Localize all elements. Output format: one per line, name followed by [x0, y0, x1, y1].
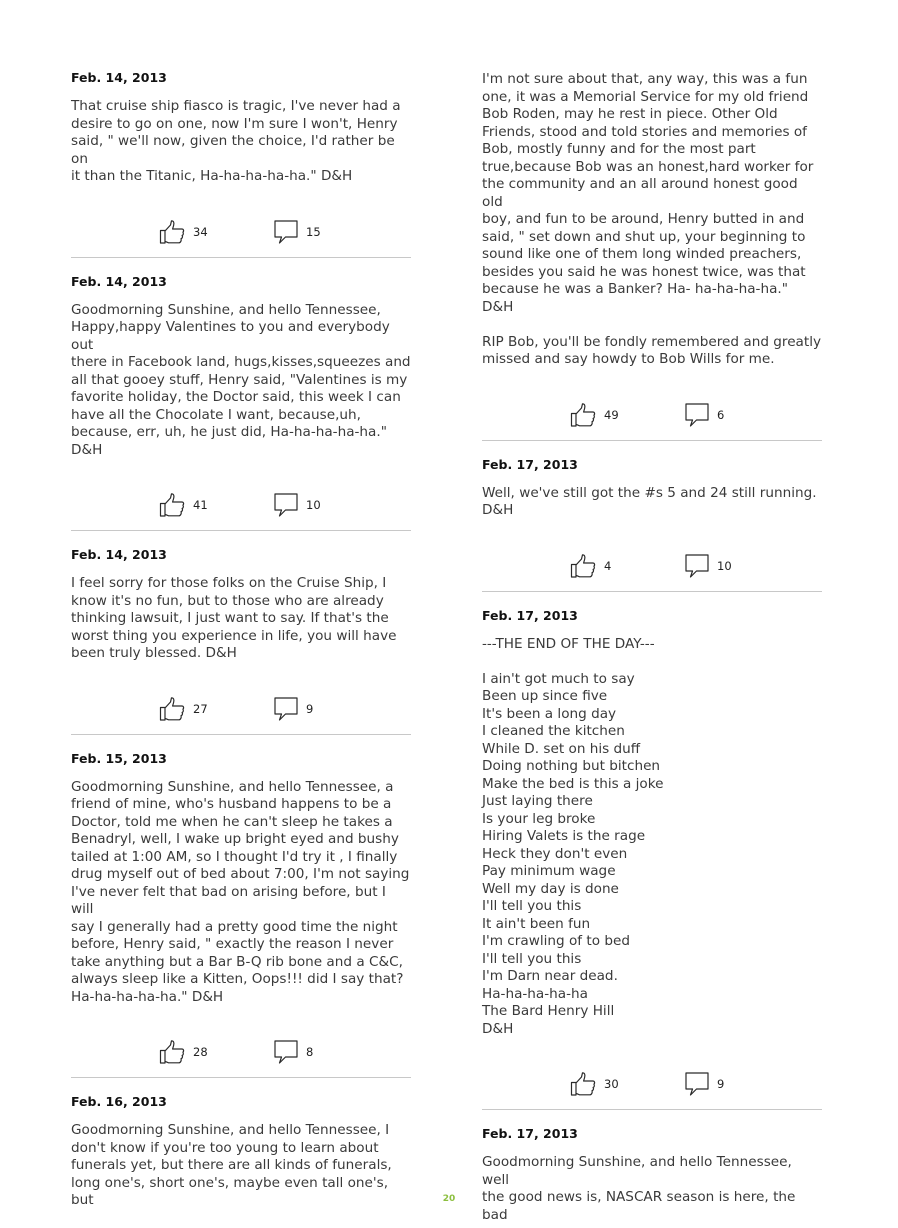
like-button[interactable]	[159, 699, 208, 719]
post	[482, 457, 822, 592]
post-stats	[482, 556, 822, 576]
post-divider	[71, 530, 411, 531]
comment-bubble-icon	[274, 1040, 298, 1064]
comment-button[interactable]	[274, 699, 313, 719]
like-count: 4	[604, 558, 612, 573]
thumbs-up-icon	[159, 220, 185, 244]
comment-bubble-icon	[685, 1072, 709, 1096]
thumbs-up-icon	[570, 554, 596, 578]
like-button[interactable]	[570, 405, 619, 425]
left-column	[71, 0, 411, 1210]
post-divider	[482, 591, 822, 592]
post-divider	[71, 257, 411, 258]
post-stats	[482, 405, 822, 425]
comment-button[interactable]	[274, 222, 321, 242]
post-divider	[71, 1077, 411, 1078]
thumbs-up-icon	[159, 493, 185, 517]
comment-bubble-icon	[685, 403, 709, 427]
post-text: Goodmorning Sunshine, and hello Tennessee, well the good news is, NASCAR season is here, the bad	[482, 1154, 796, 1223]
post	[482, 608, 822, 1111]
post-text: I feel sorry for those folks on the Cruise Ship, I know it's no fun, but to those who are already thinking lawsuit, I just want to say. If that's the worst thing you experience in life, you will have been truly blessed. D&H	[71, 575, 397, 661]
comment-bubble-icon	[274, 220, 298, 244]
right-column	[482, 0, 822, 1224]
comment-button[interactable]	[274, 495, 321, 515]
comment-count: 15	[306, 224, 321, 239]
post-stats	[71, 699, 411, 719]
thumbs-up-icon	[159, 697, 185, 721]
post	[71, 547, 411, 735]
post-stats	[71, 222, 411, 242]
post-date: Feb. 16, 2013	[71, 1094, 167, 1109]
like-button[interactable]	[570, 1074, 619, 1094]
like-button[interactable]	[159, 495, 208, 515]
post	[482, 71, 822, 441]
thumbs-up-icon	[159, 1040, 185, 1064]
post-text: ---THE END OF THE DAY--- I ain't got much to say Been up since five It's been a long day I cleaned the kitchen While D. set on his duff Doing nothing but bitchen Make the bed is this a joke Just laying there Is your leg broke Hiring Valets is the rage Heck they don't even Pay minimum wage Well my day is done I'll tell you this It ain't been fun I'm crawling of to bed I'll tell you this I'm Darn near dead. Ha-ha-ha-ha-ha The Bard Henry Hill D&H	[482, 635, 664, 1037]
comment-count: 6	[717, 407, 725, 422]
post-text: Well, we've still got the #s 5 and 24 still running. D&H	[482, 484, 817, 518]
comment-count: 10	[306, 498, 321, 512]
comment-button[interactable]	[685, 1074, 724, 1094]
thumbs-up-icon	[570, 403, 596, 427]
post-text: That cruise ship fiasco is tragic, I've never had a desire to go on one, now I'm sure I won't, Henry said, " we'll now, given the choice, I'd rather be on it than the Titanic, Ha-ha-ha-ha-ha." D&H	[71, 98, 401, 184]
post-date: Feb. 17, 2013	[482, 456, 578, 472]
comment-count: 9	[306, 701, 314, 716]
post-text: Goodmorning Sunshine, and hello Tennessee, a friend of mine, who's husband happens to be a Doctor, told me when he can't sleep he takes a Benadryl, well, I wake up bright eyed and bushy tailed at 1:00 AM, so I thought I'd try it , I finally drug myself out of bed about 7:00, I'm not saying I've never felt that bad on arising before, but I will say I generally had a pretty good time the night before, Henry said, " exactly the reason I never take anything but a Bar B-Q rib bone and a C&C, always sleep like a Kitten, Oops!!! did I say that? Ha-ha-ha-ha-ha." D&H	[71, 778, 410, 1005]
comment-bubble-icon	[274, 493, 298, 517]
post-stats	[71, 1042, 411, 1062]
post	[71, 274, 411, 532]
post	[71, 751, 411, 1079]
like-count: 41	[193, 498, 208, 512]
post-date: Feb. 17, 2013	[482, 1126, 578, 1141]
post	[71, 1094, 411, 1210]
post-date: Feb. 17, 2013	[482, 607, 578, 623]
comment-count: 10	[717, 558, 732, 573]
post-stats	[71, 495, 411, 515]
post-divider	[71, 734, 411, 735]
post-date: Feb. 15, 2013	[71, 750, 167, 766]
comment-bubble-icon	[685, 554, 709, 578]
like-count: 30	[604, 1077, 619, 1091]
like-button[interactable]	[570, 556, 611, 576]
comment-count: 9	[717, 1077, 725, 1091]
post-divider	[482, 1109, 822, 1110]
post-date: Feb. 14, 2013	[71, 273, 167, 289]
post-text: Goodmorning Sunshine, and hello Tennessee, I don't know if you're too young to learn about funerals yet, but there are all kinds of funerals, long one's, short one's, maybe even tall one's, but	[71, 1122, 392, 1208]
comment-button[interactable]	[685, 556, 732, 576]
comment-count: 8	[306, 1045, 314, 1059]
thumbs-up-icon	[570, 1072, 596, 1096]
like-button[interactable]	[159, 1042, 208, 1062]
comment-button[interactable]	[274, 1042, 313, 1062]
post-divider	[482, 440, 822, 441]
like-button[interactable]	[159, 222, 208, 242]
comment-button[interactable]	[685, 405, 724, 425]
post	[482, 1126, 822, 1224]
like-count: 49	[604, 407, 619, 422]
post-text: Goodmorning Sunshine, and hello Tennessee, Happy,happy Valentines to you and everybody out there in Facebook land, hugs,kisses,squeezes and all that gooey stuff, Henry said, "Valentines is my favorite holiday, the Doctor said, this week I can have all the Chocolate I want, because,uh, because, err, uh, he just did, Ha-ha-ha-ha-ha." D&H	[71, 301, 411, 458]
like-count: 34	[193, 224, 208, 239]
post-date: Feb. 14, 2013	[71, 547, 167, 562]
post-date: Feb. 14, 2013	[71, 70, 167, 85]
post-stats	[482, 1074, 822, 1094]
post-text: I'm not sure about that, any way, this was a fun one, it was a Memorial Service for my old friend Bob Roden, may he rest in piece. Other Old Friends, stood and told stories and memories of Bob, mostly funny and for the most part true,because Bob was an honest,hard worker for the community and an all around honest good old boy, and fun to be around, Henry butted in and said, " set down and shut up, your beginning to sound like one of them long winded preachers, besides you said he was honest twice, was that because he was a Banker? Ha- ha-ha-ha-ha." D&H RIP Bob, you'll be fondly remembered and greatly missed and say howdy to Bob Wills for me.	[482, 71, 822, 367]
post	[71, 70, 411, 258]
page-number: 20	[442, 1194, 456, 1204]
like-count: 28	[193, 1045, 208, 1059]
comment-bubble-icon	[274, 697, 298, 721]
like-count: 27	[193, 701, 208, 716]
